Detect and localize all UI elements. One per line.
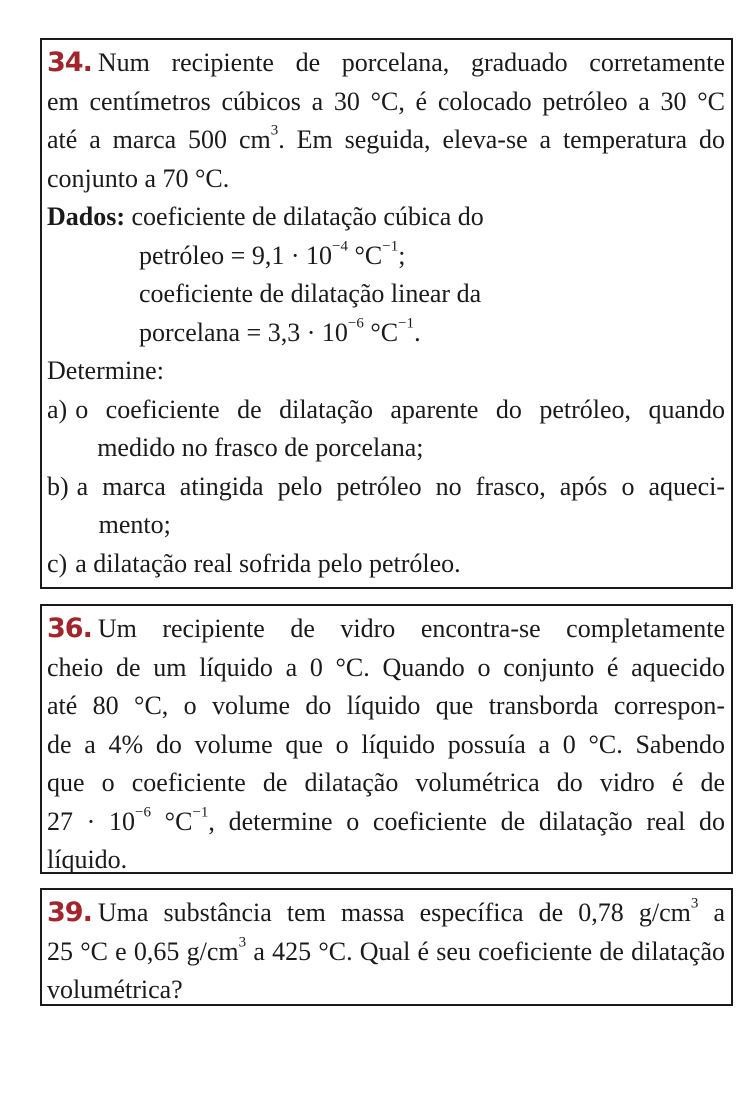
q34-intro-text: Num recipiente de porcelana, graduado corretamente xyxy=(97,48,725,77)
q36-text: cheio de um líquido a 0 °C. Quando o conjunto é aquecido xyxy=(47,652,725,682)
question-36-number: 36. xyxy=(47,613,92,644)
superscript: −1 xyxy=(192,804,209,820)
determine-label: Determine: xyxy=(47,356,164,385)
item-text: medido no frasco de porcelana; xyxy=(97,433,424,462)
q39-text: 25 °C e 0,65 g/cm xyxy=(47,936,239,966)
item-a xyxy=(47,391,725,468)
q34-line-1 xyxy=(47,44,725,83)
q36-line-1 xyxy=(47,610,725,649)
superscript: 3 xyxy=(270,122,279,139)
item-text: a dilatação real sofrida pelo petróleo. xyxy=(75,548,461,578)
item-label: b) xyxy=(47,471,69,501)
dados-text: coeficiente de dilatação cúbica do xyxy=(131,202,484,231)
q36-text: °C xyxy=(151,806,193,836)
dados-text: porcelana = 3,3 · 10 xyxy=(139,317,348,347)
q34-line-2 xyxy=(47,83,725,122)
question-34-number: 34. xyxy=(47,47,92,78)
question-39-number: 39. xyxy=(47,897,92,928)
q36-text: 27 · 10 xyxy=(47,806,136,836)
superscript: −6 xyxy=(347,315,364,331)
q34-intro-text: . Em seguida, eleva-se a temperatura do xyxy=(278,125,726,154)
q36-text: , determine o coeficiente de dilatação real do xyxy=(208,806,725,836)
q36-text: líquido. xyxy=(47,845,128,874)
q34-intro-text: até a marca 500 cm xyxy=(47,125,271,154)
question-34-box xyxy=(40,38,733,589)
q36-text: de a 4% do volume que o líquido possuía a 0 °C. Sabendo xyxy=(47,729,725,759)
dados-text: petróleo = 9,1 · 10 xyxy=(139,240,333,270)
q36-text: que o coeficiente de dilatação volumétrica do vidro é de xyxy=(47,768,725,797)
dados-text: . xyxy=(414,317,421,347)
item-b xyxy=(47,468,725,545)
q34-dados-line-2 xyxy=(47,237,725,276)
superscript: −4 xyxy=(332,238,348,254)
item-label: a) xyxy=(47,394,68,424)
superscript: 3 xyxy=(238,934,247,950)
dados-text: ; xyxy=(398,240,406,270)
superscript: 3 xyxy=(690,895,699,912)
q34-dados-line-4 xyxy=(47,314,725,353)
q34-intro-text: conjunto a 70 °C. xyxy=(47,163,230,193)
item-text: o coeficiente de dilatação aparente do petróleo, quando xyxy=(75,394,725,424)
q34-intro-text: em centímetros cúbicos a 30 °C, é colocado petróleo a 30 °C xyxy=(47,86,725,116)
q39-line-1 xyxy=(47,894,725,933)
q34-dados-line-3 xyxy=(47,275,725,314)
q39-text: a xyxy=(698,898,725,927)
dados-text: °C xyxy=(347,240,383,270)
dados-text: coeficiente de dilatação linear da xyxy=(139,279,482,308)
item-label: c) xyxy=(47,548,68,578)
q34-dados-line-1 xyxy=(47,198,725,237)
q39-text: volumétrica? xyxy=(47,975,183,1004)
q39-line-2 xyxy=(47,933,725,972)
q39-text: a 425 °C. Qual é seu coeficiente de dilatação xyxy=(246,936,725,966)
question-39-box xyxy=(40,888,733,1006)
q34-line-3 xyxy=(47,121,725,160)
dados-label: Dados: xyxy=(47,202,126,231)
item-text: a marca atingida pelo petróleo no frasco, após o aqueci- xyxy=(76,471,725,501)
question-36-box xyxy=(40,604,733,874)
q36-text: Um recipiente de vidro encontra-se completamente xyxy=(97,614,725,643)
q36-line-6 xyxy=(47,803,725,842)
superscript: −1 xyxy=(382,238,399,254)
q39-text: Uma substância tem massa específica de 0,78 g/cm xyxy=(97,898,691,927)
superscript: −1 xyxy=(398,315,415,331)
q36-text: até 80 °C, o volume do líquido que transborda correspon- xyxy=(47,691,725,720)
item-text: mento; xyxy=(98,510,171,539)
dados-text: °C xyxy=(363,317,399,347)
superscript: −6 xyxy=(135,804,151,820)
item-c xyxy=(47,545,725,584)
q34-line-4 xyxy=(47,160,725,199)
